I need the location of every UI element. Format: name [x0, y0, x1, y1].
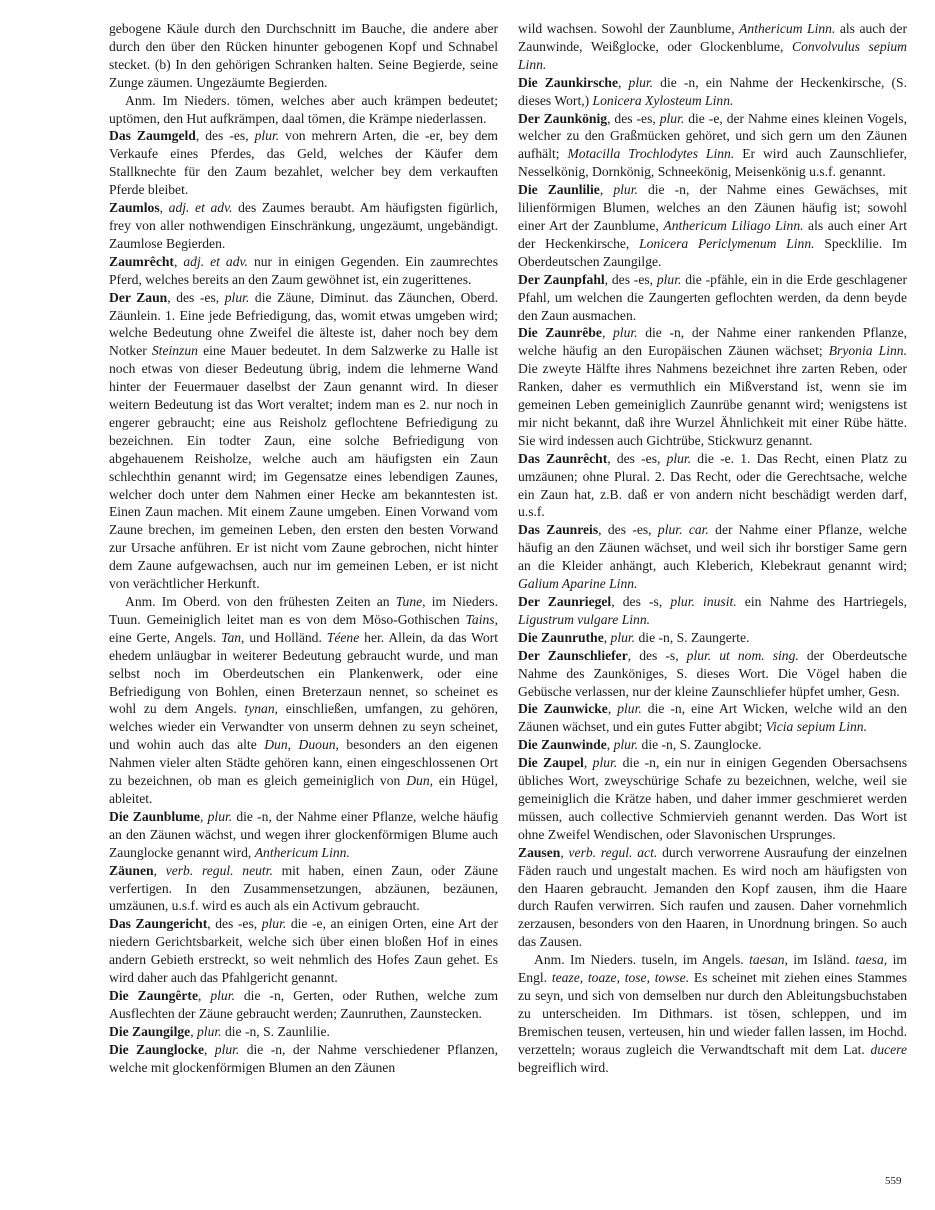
entry-text: die -n, der Nahme einer rankenden Pflanze, welche häufig an den Europäischen Zäunen wächset; [518, 325, 908, 359]
headword: Zaumrêcht [109, 253, 174, 269]
italic-text: verb. regul. neutr. [165, 862, 273, 878]
entry-text: begreiflich wird. [518, 1059, 609, 1075]
italic-text: adj. et adv. [183, 253, 248, 269]
entry-text: als auch der Zaunwinde, Weißglocke, oder Glockenblume, [518, 21, 907, 54]
headword: Die Zaunkirsche [518, 74, 619, 90]
left-column [109, 20, 498, 1076]
dictionary-entry [518, 647, 907, 701]
entry-text: die -n, S. Zaunglocke. [638, 737, 762, 753]
italic-text: Steinzun [151, 343, 198, 359]
entry-text: , [198, 987, 211, 1003]
italic-text: plur. [197, 1023, 222, 1039]
entry-text: Anm. Im Nieders. tömen, welches aber auch krämpen bedeutet; uptömen, den Hut aufkrämpen, daal tömen, die Krämpe niederlassen. [109, 92, 498, 126]
entry-text: , im Nieders. Tuun. Gemeiniglich leitet man es von dem Möso-Gothischen [109, 594, 498, 627]
entry-text: die -n, Gerten, oder Ruthen, welche zum Ausflechten der Zäune gebraucht werden; Zaunruthen, Zaunstecken. [109, 987, 499, 1021]
italic-text: Lonicera Periclymenum Linn. [639, 235, 815, 251]
entry-text: nur in einigen Gegenden. Ein zaumrechtes Pferd, welches bereits an den Zaum gewöhnet ist, ein zugerittenes. [109, 253, 498, 287]
entry-text: die -n, der Nahme einer Pflanze, welche häufig an den Zäunen wächst, und wegen ihrer glockenförmigen Blume auch Zaunglocke genannt wird, [109, 808, 499, 860]
italic-text: plur. [592, 755, 618, 771]
headword: Der Zaunpfahl [518, 271, 605, 287]
dictionary-entry [518, 593, 907, 629]
entry-text: ein Nahme des Hartriegels, [736, 594, 907, 609]
italic-text: plur. [656, 271, 682, 287]
entry-text: als auch einer Art der Heckenkirsche, [518, 217, 907, 251]
italic-text: plur. ut nom. sing. [686, 647, 799, 663]
italic-text: Ligustrum vulgare Linn. [518, 611, 651, 627]
italic-text: Anthericum Liliago Linn. [663, 217, 804, 233]
entry-text: , im Isländ. [784, 952, 856, 968]
entry-text: , des -es, [195, 128, 255, 144]
headword: Der Zaun [109, 289, 168, 305]
italic-text: Lonicera Xylosteum Linn. [592, 92, 734, 108]
entry-text: die Zäune, Diminut. das Zäunchen, Oberd. Zäunlein. 1. Eine jede Befriedigung, das, womit etwas umgeben wird; welche Bedeutung ohne Zweifel die älteste ist, daher noch bey dem Notker [109, 289, 498, 359]
dictionary-entry [518, 110, 907, 182]
italic-text: Tan [221, 629, 242, 645]
entry-text: , [601, 325, 613, 341]
italic-text: Vicia sepium Linn. [765, 719, 867, 735]
italic-text: plur. [207, 808, 233, 824]
headword: Die Zaunwinde [518, 737, 607, 753]
italic-text: plur. [659, 110, 685, 126]
entry-text: , [599, 182, 614, 198]
dictionary-entry [518, 521, 907, 593]
italic-text: plur. [628, 74, 654, 90]
dictionary-entry [518, 754, 907, 844]
italic-text: plur. [613, 182, 638, 198]
entry-text: mit haben, einen Zaun, oder Zäune verfertigen. In den Zusammensetzungen, abzäunen, bezäunen, umzäunen, u.s.f. wird es auch als ein Activum gebraucht. [109, 862, 499, 914]
entry-text: , [607, 701, 618, 717]
page-number: 559 [885, 1175, 902, 1187]
headword: Die Zaungêrte [109, 987, 198, 1003]
entry-text: , [204, 1041, 215, 1057]
dictionary-entry [518, 324, 907, 449]
entry-text: , des -es, [607, 110, 660, 126]
italic-text: taesan [749, 952, 785, 968]
entry-text: Es scheinet mit ziehen eines Stammes zu seyn, und sich von demselben nur durch den Ableitungsbuchstaben zu unterscheiden. Im Dithmars. ist tösen, schleppen, und im Bremischen teusen, verteusen, hin und wieder fallen lassen, im Hochd. verzetteln; woraus zugleich die Verwandtschaft mit dem Lat. [518, 970, 907, 1057]
entry-text: , [200, 808, 208, 824]
headword: Der Zaunriegel [518, 594, 612, 609]
headword: Die Zaunblume [109, 808, 201, 824]
italic-text: Dun, Duoun [264, 737, 336, 753]
entry-text: die -pfähle, ein in die Erde geschlagener Pfahl, um welchen die Zaungerten geflochten werden, da denn beyde den Zaun ausmachen. [518, 271, 907, 323]
italic-text: Anthericum Linn. [739, 21, 836, 36]
headword: Die Zaupel [518, 755, 584, 771]
entry-text: die -n, ein Nahme der Heckenkirsche, (S. dieses Wort,) [518, 74, 907, 108]
entry-text: , [618, 74, 629, 90]
italic-text: ducere [870, 1041, 907, 1057]
annotation-paragraph [109, 593, 498, 808]
entry-text: gebogene Käule durch den Durchschnitt im Bauche, die andere aber durch den über den Rücken hinunter gebogenen Kopf und Schnabel stecket. (b) In den gehörigen Schranken halten. Seine Begierde, seine Zunge zäumen. Ungezäumte Begierden. [109, 21, 498, 90]
italic-text: Galium Aparine Linn. [518, 576, 638, 592]
entry-text: der Oberdeutsche Nahme des Zaunköniges, S. dieses Wort. Die Vögel haben die Gebüsche verlassen, nur der kleine Zaunschliefer hüpfet umher, Gesn. [518, 647, 907, 699]
headword: Der Zaunschliefer [518, 647, 628, 663]
dictionary-entry [109, 289, 498, 593]
entry-text: eine Mauer bedeutet. In dem Salzwerke zu Halle ist noch etwas von dieser Bedeutung übrig, indem die lehmerne Wand hinter der Feuermauer daselbst der Zaun genannt wird. In dieser weitern Bedeutung ist das Wort veraltet; indem man es 2. nur noch in engerer gebraucht; eine aus Reisholz geflochtene Befriedigung zu bezeichnen. Ein todter Zaun, eine solche Befriedigung von abgehauenem Reisholze, welche auch am häufigsten ein Zaun schlechthin genannt wird; im Gegensatze eines lebendigen Zaunes, welcher doch unter dem Nahmen einer Hecke am bekanntesten ist. Einen Zaun machen. Mit einem Zaune umgeben. Einen Vorwand vom Zaune brechen, im gemeinen Leben, den ersten den besten Vorwand zur Ursache anführen. Er ist nicht vom Zaune gebrochen, nicht hinter dem Zaune aufgewachsen, auch nur im gemeinen Leben, er ist nicht von verächtlicher Herkunft. [109, 343, 498, 592]
entry-text: , [153, 862, 166, 878]
italic-text: taesa [855, 952, 884, 968]
entry-text: , eine Gerte, Angels. [109, 611, 498, 645]
entry-text: , des -s, [627, 647, 687, 663]
headword: Die Zaunlilie [518, 182, 600, 198]
entry-text: , des -es, [598, 522, 658, 538]
entry-text: , [560, 844, 569, 860]
entry-text: wild wachsen. Sowohl der Zaunblume, [518, 21, 740, 36]
headword: Das Zaungericht [109, 916, 208, 932]
dictionary-entry [109, 1041, 498, 1077]
dictionary-entry [109, 1023, 498, 1041]
entry-text: des Zaumes beraubt. Am häufigsten figürlich, frey von aller nothwendigen Einschränkung, ungezäumt, ungebändigt. Zaumlose Begierden. [109, 200, 498, 251]
annotation-paragraph [109, 92, 498, 128]
dictionary-entry [109, 127, 498, 199]
headword: Der Zaunkönig [518, 110, 608, 126]
italic-text: Convolvulus sepium Linn. [518, 38, 908, 72]
entry-text: , [606, 737, 614, 753]
dictionary-entry [518, 629, 907, 647]
dictionary-entry [109, 253, 498, 289]
italic-text: Motacilla Trochlodytes Linn. [567, 146, 735, 162]
dictionary-entry [109, 915, 498, 987]
entry-text: , des -es, [207, 916, 262, 932]
dictionary-entry [518, 700, 907, 736]
entry-text: Anm. Im Oberd. von den frühesten Zeiten an [125, 594, 396, 609]
italic-text: Téene [326, 629, 360, 645]
headword: Zausen [518, 844, 561, 860]
dictionary-entry [518, 74, 907, 110]
entry-text: , und Holländ. [241, 629, 327, 645]
italic-text: plur. [210, 987, 235, 1003]
italic-text: verb. regul. act. [568, 844, 658, 860]
dictionary-entry [109, 987, 498, 1023]
entry-text: die -n, der Nahme verschiedener Pflanzen, welche mit glockenförmigen Blumen an den Zäunen [109, 1041, 499, 1075]
italic-text: plur. [254, 128, 280, 144]
right-column [518, 20, 907, 1076]
dictionary-entry [518, 736, 907, 754]
entry-text: , [173, 253, 184, 269]
italic-text: plur. [613, 737, 639, 753]
italic-text: plur. [613, 325, 638, 341]
entry-text: , des -es, [167, 289, 225, 305]
italic-text: plur. [666, 450, 692, 466]
entry-text: Specklilie. Im Oberdeutschen Zaungilge. [518, 235, 907, 269]
dictionary-entry [518, 271, 907, 325]
headword: Das Zaunreis [518, 522, 599, 538]
italic-text: plur. [214, 1041, 240, 1057]
entry-text: Anm. Im Nieders. tuseln, im Angels. [534, 952, 750, 968]
entry-text: von mehrern Arten, die -er, bey dem Verkaufe eines Pferdes, das Geld, welches der Käufer dem Stallknechte für den Zaum bezahlet, welcher bey dem verkauften Pferde bleibet. [109, 128, 498, 198]
annotation-paragraph [518, 951, 907, 1076]
entry-text: Die zweyte Hälfte ihres Nahmens bezeichnet ihre zarten Reben, oder Ranken, daher es vermuthlich ein Mißverstand ist, wenn sie im gemeinen Leben gemeiniglich Zaunrübe genannt wird; wenigstens ist mir nicht bekannt, daß ihre Wurzel Ähnlichkeit mit einer Rübe hätte. Sie wird indessen auch Gichtrübe, Stickwurz genannt. [518, 361, 907, 448]
headword: Die Zaunrêbe [518, 325, 602, 341]
entry-text: die -e, an einigen Orten, eine Art der niedern Gerichtsbarkeit, welche sich über einen bloßen Hof in eines andern Gebieth erstreckt, so weit nehmlich des Hofes Zaun gehet. Es wird daher auch das Pfahlgericht genannt. [109, 916, 498, 986]
entry-text: , besonders an den eigenen Nahmen vieler alten Städte gehören kann, einen eingeschlossenen Ort zu bezeichnen, ob man es gleich gemeiniglich von [109, 737, 498, 789]
dictionary-entry [518, 844, 907, 951]
entry-text: , des -s, [611, 594, 671, 609]
entry-text: , einschließen, umfangen, zu gehören, welches wieder ein Verwandter von unserm dehnen zu seyn scheinet, und wohin auch das alte [109, 701, 498, 753]
entry-text: , [583, 755, 593, 771]
italic-text: plur. [617, 701, 642, 717]
entry-text: die -e. 1. Das Recht, einen Platz zu umzäunen; ohne Plural. 2. Das Recht, oder die Gerechtsache, welche ein Zaun hat, z.B. daß er von andern nicht beschädigt werden darf, u.s.f. [518, 450, 907, 520]
italic-text: plur. inusit. [670, 594, 737, 609]
entry-text: her. Allein, da das Wort ehedem unläugbar in weiterer Bedeutung gebraucht wurde, und man selbst noch im Oberdeutschen ein Plankenwerk, oder eine Befriedigung von Bohlen, einen Breterzaun nennet, so scheinet es wohl zu dem Angels. [109, 629, 498, 717]
italic-text: Bryonia Linn. [828, 343, 907, 359]
italic-text: tynan [244, 701, 275, 717]
italic-text: Tune [395, 594, 423, 609]
italic-text: teaze, toaze, tose, towse. [551, 970, 690, 986]
italic-text: adj. et adv. [168, 200, 233, 216]
entry-text: der Nahme einer Pflanze, welche häufig an den Zäunen wächset, und weil sich ihr borstiger Same gern an die Kleider anhängt, auch Kleberich, Klebekraut genannt wird; [518, 522, 907, 574]
dictionary-entry [109, 199, 498, 253]
entry-text: , [159, 200, 169, 216]
headword: Die Zaunglocke [109, 1041, 204, 1057]
headword: Die Zaunruthe [518, 629, 604, 645]
headword: Das Zaunrêcht [518, 450, 608, 466]
headword: Die Zaungilge [109, 1023, 191, 1039]
italic-text: plur. car. [657, 522, 709, 538]
entry-text: , des -es, [607, 450, 667, 466]
continued-paragraph [518, 20, 907, 74]
entry-text: Er wird auch Zaunschliefer, Nesselkönig, Dornkönig, Schneekönig, Meisenkönig u.s.f. genannt. [518, 146, 907, 180]
italic-text: Anthericum Linn. [254, 844, 350, 860]
entry-text: , [190, 1023, 197, 1039]
dictionary-entry [109, 862, 498, 916]
entry-text: , im Engl. [518, 952, 907, 986]
headword: Zaumlos [109, 200, 160, 216]
headword: Das Zaumgeld [109, 128, 196, 144]
entry-text: , des -es, [604, 271, 657, 287]
entry-text: die -e, der Nahme eines kleinen Vogels, welcher zu den Graßmücken gehöret, und sich gern um den Zäunen aufhält; [518, 110, 907, 162]
dictionary-entry [518, 450, 907, 522]
headword: Die Zaunwicke [518, 701, 608, 717]
entry-text: durch verworrene Ausraufung der einzelnen Fäden rauch und ungestalt machen. Es wird noch am häufigsten von den Haaren gebraucht. Jemanden den Kopf zausen, ihm die Haare durch Raufen verwirren. Sich raufen und zausen. Daher vornehmlich zerzausen, besonders von den Haaren, in Unordnung bringen. So auch das Zausen. [518, 844, 907, 950]
italic-text: Tains [465, 611, 495, 627]
entry-text: die -n, der Nahme eines Gewächses, mit lilienförmigen Blumen, welches an den Zäunen häufig ist; sowohl einer Art der Zaunblume, [518, 182, 907, 233]
entry-text: die -n, ein nur in einigen Gegenden Obersachsens übliches Wort, zweyschürige Schafe zu bezeichnen, welche, weil sie gemeiniglich die Krätze haben, und daher immer geschmieret werden müssen, auch collective Schmiervieh genannt werden. Das Wort ist ohne Zweifel Wendischen, oder Slavonischen Ursprunges. [518, 755, 907, 842]
entry-text: , ein Hügel, ableitet. [109, 773, 498, 806]
headword: Zäunen [109, 862, 154, 878]
italic-text: Dun [406, 773, 430, 789]
italic-text: plur. [610, 629, 636, 645]
entry-text: die -n, S. Zaunlilie. [221, 1023, 330, 1039]
entry-text: die -n, S. Zaungerte. [635, 629, 750, 645]
italic-text: plur. [224, 289, 250, 305]
continued-paragraph [109, 20, 498, 92]
dictionary-entry [518, 181, 907, 271]
entry-text: , [603, 629, 611, 645]
entry-text: die -n, eine Art Wicken, welche wild an den Zäunen wächset, und ein gutes Futter abgibt; [518, 701, 908, 735]
dictionary-entry [109, 808, 498, 862]
italic-text: plur. [261, 916, 287, 932]
